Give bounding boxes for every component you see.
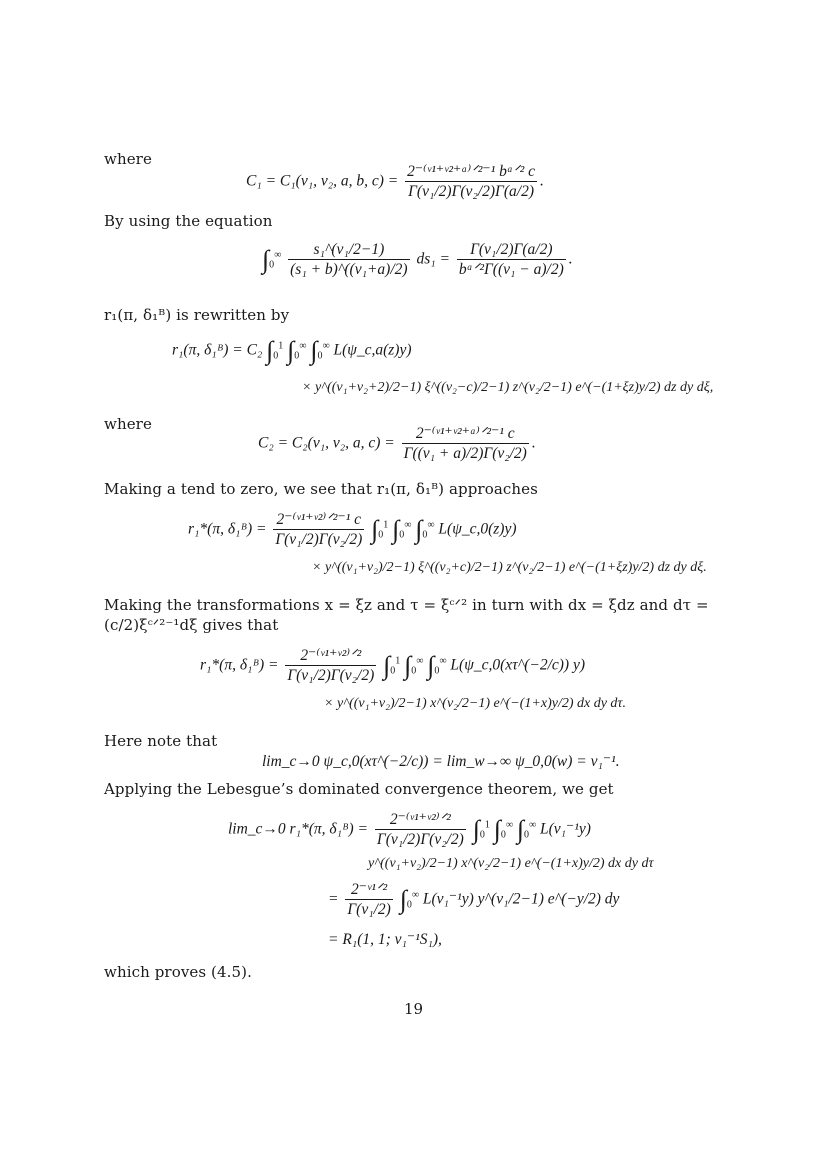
equation-lim-r1-step2-rhs: L(ν₁⁻¹y) y^(ν₁/2−1) e^(−y/2) dy: [422, 890, 620, 908]
equation-c2-fraction: [402, 424, 529, 464]
equation-integral-result-numerator: Γ(ν₁/2)Γ(a/2): [457, 240, 566, 260]
integral-sign-icon: ∫: [392, 514, 400, 544]
equation-r1-line2: × y^((ν₁+ν₂+2)/2−1) ξ^((ν₂−c)/2−1) z^(ν₂/2−1) e^(−(1+ξz)y/2) dz dy dξ,: [302, 380, 714, 395]
equation-r1-rhs: L(ψ_c,a(z)y): [333, 341, 412, 359]
equation-c1-numerator: 2⁻⁽ᵛ¹⁺ᵛ²⁺ᵃ⁾ᐟ²⁻¹ bᵃᐟ² c: [405, 162, 537, 182]
equation-c2: C₂ = C₂(ν₁, ν₂, a, c) = $\frac{\text{2⁻⁽ᵛ¹⁺ᵛ²⁺ᵃ⁾ᐟ²⁻¹ c}}{\text{Γ((ν₁ + a)/2)Γ(ν₂/2)}}$ .: [258, 425, 536, 463]
page-number: 19: [403, 1000, 424, 1018]
equation-r1-transformed-line2: × y^((ν₁+ν₂)/2−1) x^(ν₂/2−1) e^(−(1+x)y/2) dx dy dτ.: [324, 696, 626, 711]
integral-sign-icon: ∫: [266, 336, 274, 365]
equation-lim-r1-step2: = $\frac{\text{2⁻ᵛ¹ᐟ²}}{\text{Γ(ν₁/2)}}$ $\int_0^\infty$ L(ν₁⁻¹y) y^(ν₁/2−1) e^(−y/2) dy: [328, 881, 620, 919]
equation-integral-middle: ds₁ =: [416, 250, 450, 268]
integral-sign-icon: ∫: [371, 514, 379, 544]
text-here-note: Here note that: [104, 732, 218, 750]
equation-r1-star-numerator: 2⁻⁽ᵛ¹⁺ᵛ²⁾ᐟ²⁻¹ c: [273, 510, 364, 530]
integral-sign-icon: ∫: [472, 814, 480, 844]
equation-r1-transformed-rhs: L(ψ_c,0(xτ^(−2/c)) y): [450, 656, 586, 674]
integral-sign-icon: ∫: [427, 650, 435, 680]
equation-r1-star-line2: × y^((ν₁+ν₂)/2−1) ξ^((ν₂+c)/2−1) z^(ν₂/2−1) e^(−(1+ξz)y/2) dz dy dξ.: [312, 560, 707, 575]
equation-r1-transformed-lhs: r₁*(π, δ₁ᴮ) =: [200, 656, 279, 674]
text-where: where: [104, 150, 152, 168]
text-making-transformations-1: Making the transformations x = ξz and τ = ξᶜᐟ² in turn with dx = ξdz and dτ =: [104, 596, 709, 614]
equation-lim-r1: lim_c→0 r₁*(π, δ₁ᴮ) = $\frac{\text{2⁻⁽ᵛ¹⁺ᵛ²⁾ᐟ²}}{\text{Γ(ν₁/2)Γ(ν₂/2)}}$ $\int_0^1$ $\int_0^\infty$ $\int_0^\infty$ L(ν₁⁻¹y): [228, 811, 591, 849]
integral-sign-icon: ∫: [262, 244, 270, 274]
equation-r1-star-denominator: Γ(ν₁/2)Γ(ν₂/2): [275, 531, 363, 549]
text-making-a: Making a tend to zero, we see that r₁(π, δ₁ᴮ) approaches: [104, 480, 538, 498]
equation-c2-denominator: Γ((ν₁ + a)/2)Γ(ν₂/2): [403, 445, 527, 463]
equation-r1-star-rhs: L(ψ_c,0(z)y): [438, 520, 517, 538]
text-where-2: where: [104, 415, 152, 433]
equation-integral-fraction: [288, 240, 409, 280]
equation-lim-r1-rhs: L(ν₁⁻¹y): [539, 820, 591, 838]
equation-lim-r1-step2-fraction: [345, 880, 392, 920]
text-applying: Applying the Lebesgue’s dominated convergence theorem, we get: [104, 780, 614, 798]
equation-r1-transformed-denominator: Γ(ν₁/2)Γ(ν₂/2): [287, 667, 375, 685]
equation-c2-lhs: C₂ = C₂(ν₁, ν₂, a, c) =: [258, 434, 395, 452]
equation-limit: lim_c→0 ψ_c,0(xτ^(−2/c)) = lim_w→∞ ψ_0,0(w) = ν₁⁻¹.: [262, 753, 620, 770]
equation-integral-numerator: s₁^(ν₁/2−1): [288, 240, 409, 260]
integral-sign-icon: ∫: [383, 650, 391, 680]
equation-r1-lhs: r₁(π, δ₁ᴮ) = C₂: [172, 341, 263, 359]
integral-sign-icon: ∫: [415, 514, 423, 544]
equation-lim-r1-numerator: 2⁻⁽ᵛ¹⁺ᵛ²⁾ᐟ²: [375, 810, 466, 830]
equation-lim-r1-fraction: [375, 810, 466, 850]
equation-c2-numerator: 2⁻⁽ᵛ¹⁺ᵛ²⁺ᵃ⁾ᐟ²⁻¹ c: [402, 424, 529, 444]
equation-r1-transformed: r₁*(π, δ₁ᴮ) = $\frac{\text{2⁻⁽ᵛ¹⁺ᵛ²⁾ᐟ²}}{\text{Γ(ν₁/2)Γ(ν₂/2)}}$ $\int_0^1$ $\int_0^\infty$ $\int_0^\infty$ L(ψ_c,0(xτ^(−2/c)) y): [200, 647, 586, 685]
equation-c1: C₁ = C₁(ν₁, ν₂, a, b, c) = $\frac{\text{2⁻⁽ᵛ¹⁺ᵛ²⁺ᵃ⁾ᐟ²⁻¹ bᵃᐟ² c}}{\text{Γ(ν₁/2)Γ(ν₂/2)Γ(a/2)}}$ .: [246, 163, 544, 201]
equation-integral: $\int_0^\infty$ $\frac{\text{s₁\textasciicircum{}(ν₁/2−1)}}{\text{(s₁ + b)\textasciicircum{}((ν₁+a)/2)}}$ ds₁ = $\frac{\text{Γ(ν₁/2)Γ(a/2)}}{\text{bᵃᐟ²Γ((ν₁ − a)/2)}}$ .: [262, 241, 573, 279]
integral-sign-icon: ∫: [310, 336, 318, 365]
equation-integral-denominator: (s₁ + b)^((ν₁+a)/2): [290, 261, 408, 279]
equation-lim-r1-step3: = R₁(1, 1; ν₁⁻¹S₁),: [328, 931, 442, 948]
text-by-using: By using the equation: [104, 212, 273, 230]
equation-lim-r1-line2: y^((ν₁+ν₂)/2−1) x^(ν₂/2−1) e^(−(1+x)y/2) dx dy dτ: [368, 856, 654, 871]
equation-r1-star-fraction: [273, 510, 364, 550]
integral-sign-icon: ∫: [493, 814, 501, 844]
equation-c1-fraction: [405, 162, 537, 202]
equation-r1: r₁(π, δ₁ᴮ) = C₂ $\int_0^1$ $\int_0^\infty$ $\int_0^\infty$ L(ψ_c,a(z)y): [172, 336, 412, 365]
text-proves: which proves (4.5).: [104, 963, 252, 981]
equation-c1-lhs: C₁ = C₁(ν₁, ν₂, a, b, c) =: [246, 172, 399, 190]
equation-r1-star: r₁*(π, δ₁ᴮ) = $\frac{\text{2⁻⁽ᵛ¹⁺ᵛ²⁾ᐟ²⁻¹ c}}{\text{Γ(ν₁/2)Γ(ν₂/2)}}$ $\int_0^1$ $\int_0^\infty$ $\int_0^\infty$ L(ψ_c,0(z)y): [188, 511, 517, 549]
equation-integral-result-denominator: bᵃᐟ²Γ((ν₁ − a)/2): [458, 261, 564, 279]
integral-sign-icon: ∫: [404, 650, 412, 680]
integral-sign-icon: ∫: [399, 884, 407, 914]
equation-c1-denominator: Γ(ν₁/2)Γ(ν₂/2)Γ(a/2): [408, 183, 534, 201]
text-making-transformations-2: (c/2)ξᶜᐟ²⁻¹dξ gives that: [104, 616, 279, 634]
equation-integral-result: [457, 240, 566, 280]
equation-r1-transformed-numerator: 2⁻⁽ᵛ¹⁺ᵛ²⁾ᐟ²: [285, 646, 376, 666]
equation-lim-r1-step2-equals: =: [328, 890, 339, 908]
text-rewritten: r₁(π, δ₁ᴮ) is rewritten by: [104, 306, 290, 324]
equation-r1-star-lhs: r₁*(π, δ₁ᴮ) =: [188, 520, 267, 538]
integral-sign-icon: ∫: [516, 814, 524, 844]
equation-lim-r1-step2-numerator: 2⁻ᵛ¹ᐟ²: [345, 880, 392, 900]
equation-lim-r1-lhs: lim_c→0 r₁*(π, δ₁ᴮ) =: [228, 820, 368, 838]
integral-sign-icon: ∫: [287, 336, 295, 365]
equation-r1-transformed-fraction: [285, 646, 376, 686]
equation-lim-r1-step2-denominator: Γ(ν₁/2): [347, 901, 391, 919]
equation-lim-r1-denominator: Γ(ν₁/2)Γ(ν₂/2): [376, 831, 464, 849]
